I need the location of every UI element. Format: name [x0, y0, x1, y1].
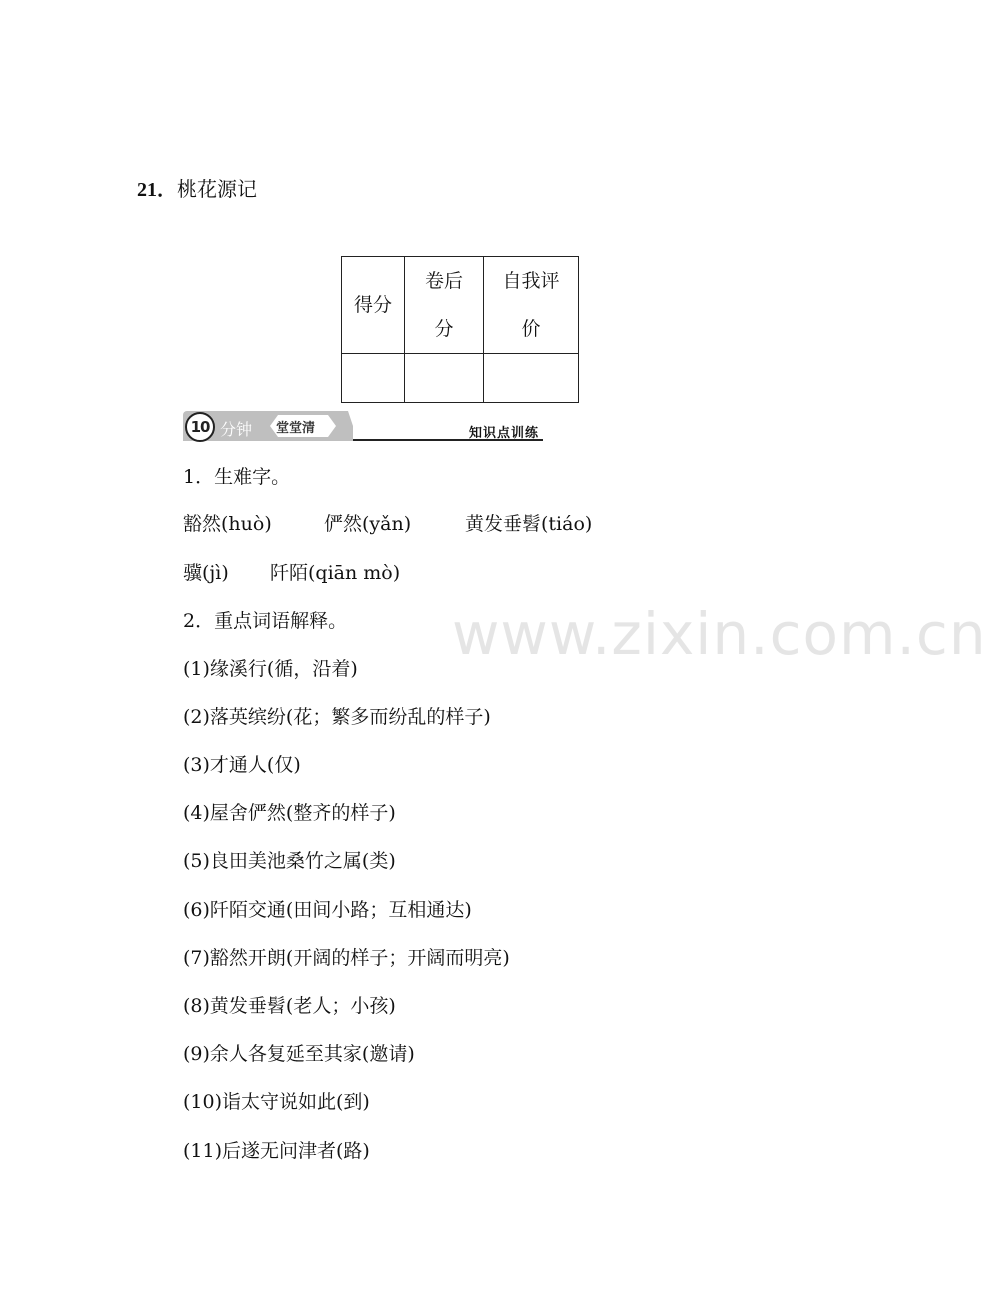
tag-label: 堂堂清 — [276, 421, 316, 436]
vocab-item: (11)后遂无问津者(路) — [183, 1140, 370, 1162]
pinyin-item: 俨然(yǎn) — [324, 513, 412, 535]
lesson-title — [137, 173, 257, 202]
score-header-defen: 得分 — [342, 257, 405, 354]
score-table — [341, 256, 579, 403]
score-value-cell[interactable] — [342, 354, 405, 403]
vocab-item: (2)落英缤纷(花；繁多而纷乱的样子) — [183, 706, 491, 728]
score-value-cell[interactable] — [405, 354, 484, 403]
section1-heading: 1．生难字。 — [183, 466, 291, 488]
score-header-juanhoufen: 卷后 分 — [405, 257, 484, 354]
pinyin-item: 豁然(huò) — [183, 513, 272, 535]
section-banner — [183, 411, 543, 443]
pinyin-item: 阡陌(qiān mò) — [270, 562, 401, 584]
minutes-badge: 10 — [185, 412, 215, 442]
vocab-item: (9)余人各复延至其家(邀请) — [183, 1043, 415, 1065]
vocab-item: (10)诣太守说如此(到) — [183, 1091, 370, 1113]
score-value-cell[interactable] — [484, 354, 579, 403]
score-header-ziwopingjia: 自我评 价 — [484, 257, 579, 354]
watermark: www.zixin.com.cn — [452, 600, 987, 668]
pinyin-item: 黄发垂髫(tiáo) — [465, 513, 593, 535]
vocab-item: (6)阡陌交通(田间小路；互相通达) — [183, 899, 472, 921]
vocab-item: (8)黄发垂髫(老人；小孩) — [183, 995, 396, 1017]
vocab-item: (5)良田美池桑竹之属(类) — [183, 850, 396, 872]
vocab-item: (7)豁然开朗(开阔的样子；开阔而明亮) — [183, 947, 510, 969]
banner-right-label: 知识点训练 — [468, 426, 539, 441]
vocab-item: (3)才通人(仅) — [183, 754, 301, 776]
vocab-item: (4)屋舍俨然(整齐的样子) — [183, 802, 396, 824]
pinyin-item: 骥(jì) — [183, 562, 229, 584]
minutes-unit: 分钟 — [220, 420, 253, 439]
vocab-item: (1)缘溪行(循，沿着) — [183, 658, 358, 680]
lesson-name: 桃花源记 — [177, 177, 257, 201]
section2-heading: 2．重点词语解释。 — [183, 610, 348, 632]
lesson-number: 21． — [137, 179, 177, 201]
